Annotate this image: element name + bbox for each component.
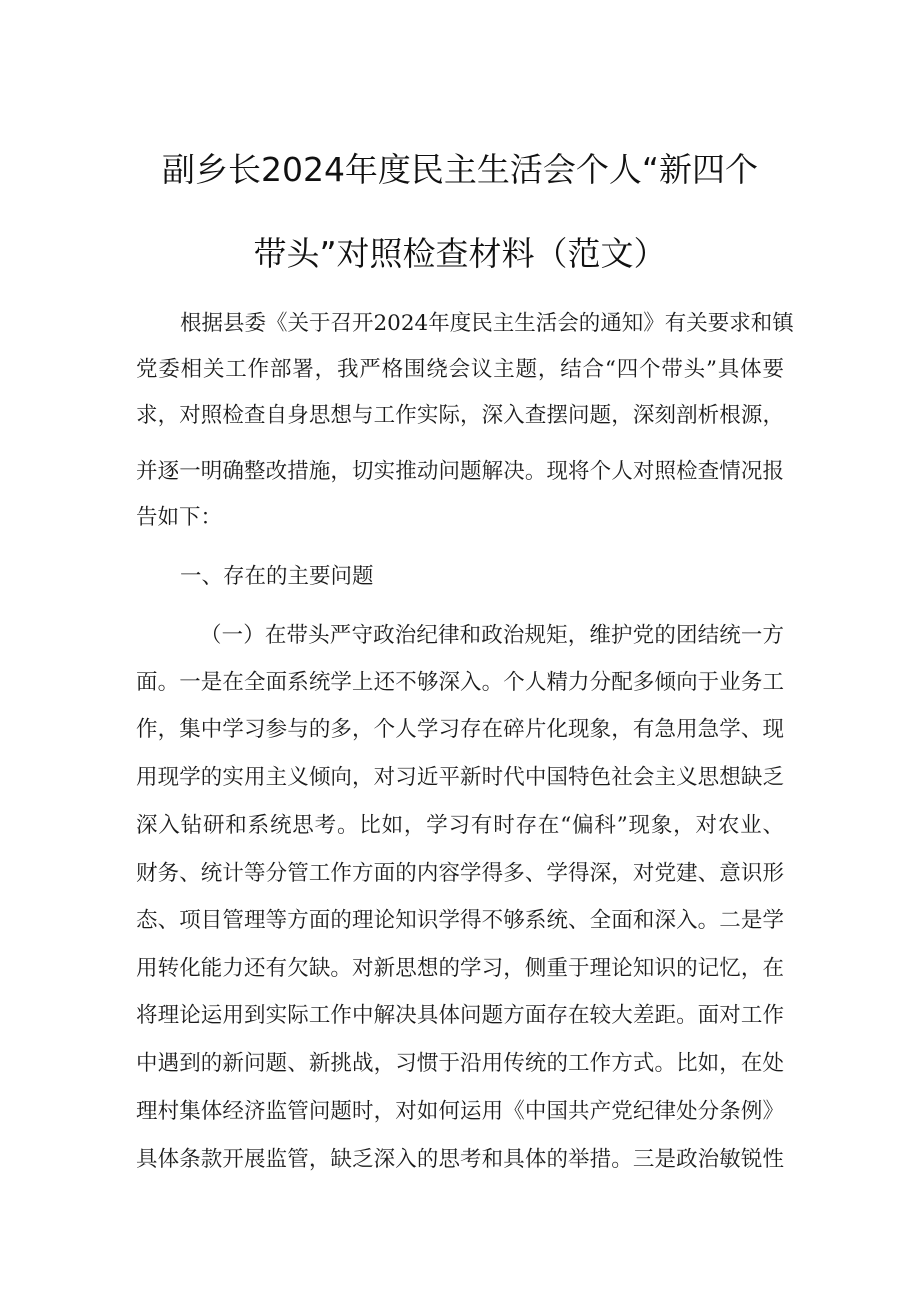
body-line: 具体条款开展监管，缺乏深入的思考和具体的举措。三是政治敏锐性	[136, 1147, 784, 1172]
body-line: 理村集体经济监管问题时，对如何运用《中国共产党纪律处分条例》	[136, 1099, 784, 1124]
body-line: （一）在带头严守政治纪律和政治规矩，维护党的团结统一方	[200, 623, 784, 648]
body-line: 深入钻研和系统思考。比如，学习有时存在“偏科”现象，对农业、	[136, 813, 784, 838]
body-line: 面。一是在全面系统学上还不够深入。个人精力分配多倾向于业务工	[136, 670, 784, 695]
body-line: 用现学的实用主义倾向，对习近平新时代中国特色社会主义思想缺乏	[136, 765, 784, 790]
document-title-line-1: 副乡长2024年度民主生活会个人“新四个	[161, 150, 759, 189]
intro-line: 党委相关工作部署，我严格围绕会议主题，结合“四个带头”具体要	[136, 357, 784, 382]
body-line: 作，集中学习参与的多，个人学习存在碎片化现象，有急用急学、现	[136, 717, 784, 742]
document-title-line-2: 带头”对照检查材料（范文）	[253, 234, 667, 273]
intro-line: 并逐一明确整改措施，切实推动问题解决。现将个人对照检查情况报	[136, 459, 784, 484]
intro-line: 告如下：	[136, 505, 223, 530]
section-heading: 一、存在的主要问题	[180, 564, 374, 589]
body-line: 将理论运用到实际工作中解决具体问题方面存在较大差距。面对工作	[136, 1003, 784, 1028]
body-line: 中遇到的新问题、新挑战，习惯于沿用传统的工作方式。比如，在处	[136, 1051, 784, 1076]
intro-line: 根据县委《关于召开2024年度民主生活会的通知》有关要求和镇	[180, 311, 794, 336]
body-line: 财务、统计等分管工作方面的内容学得多、学得深，对党建、意识形	[136, 861, 784, 886]
body-line: 态、项目管理等方面的理论知识学得不够系统、全面和深入。二是学	[136, 908, 784, 933]
body-line: 用转化能力还有欠缺。对新思想的学习，侧重于理论知识的记忆，在	[136, 956, 784, 981]
intro-line: 求，对照检查自身思想与工作实际，深入查摆问题，深刻剖析根源，	[136, 403, 784, 428]
